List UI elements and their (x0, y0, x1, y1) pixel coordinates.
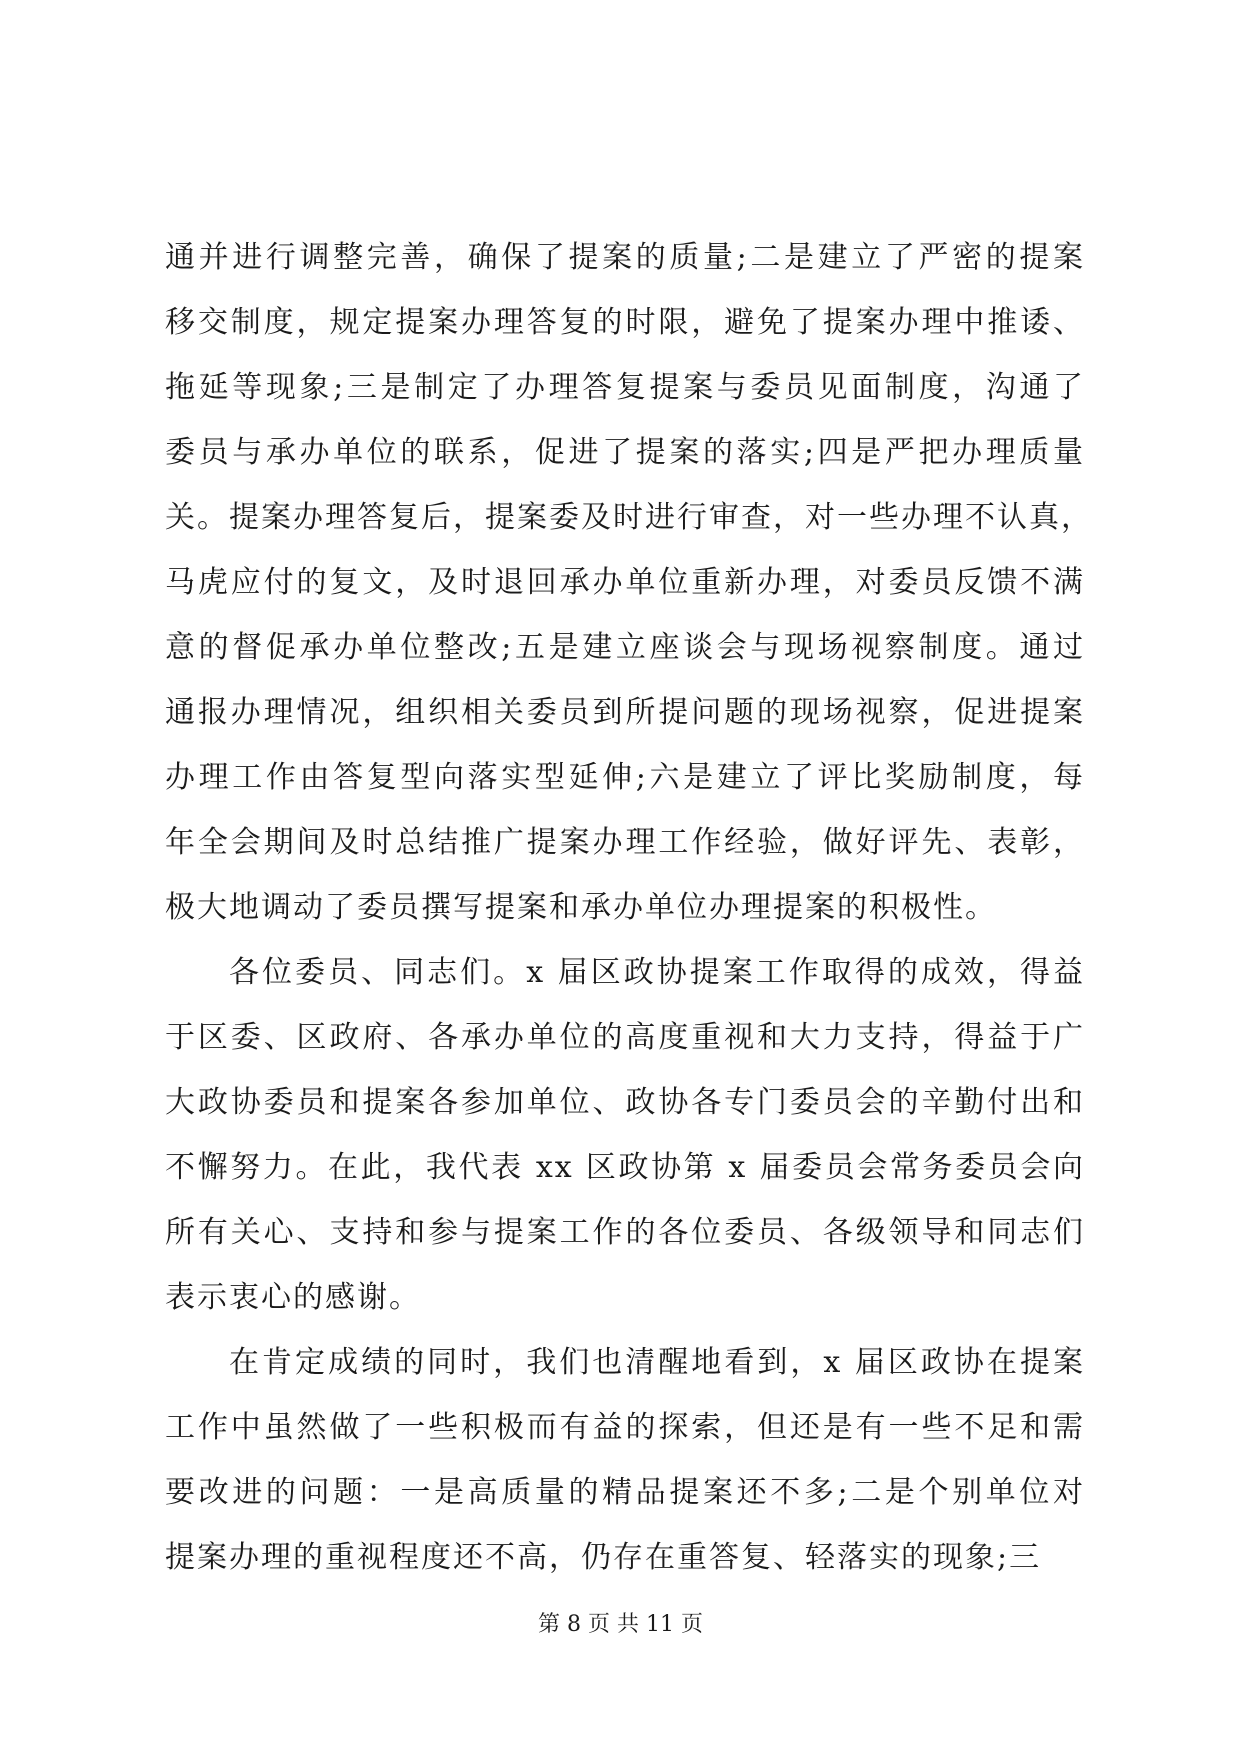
text-line: 提案办理的重视程度还不高，仍存在重答复、轻落实的现象;三 (165, 1540, 1042, 1575)
text-line: 通并进行调整完善，确保了提案的质量;二是建立了严密的提案 (165, 240, 1085, 275)
text-line: 于区委、区政府、各承办单位的高度重视和大力支持，得益于广 (165, 1020, 1085, 1055)
text-line: 工作中虽然做了一些积极而有益的探索，但还是有一些不足和需 (165, 1410, 1085, 1445)
text-line: 所有关心、支持和参与提案工作的各位委员、各级领导和同志们 (165, 1215, 1085, 1250)
text-line: 极大地调动了委员撰写提案和承办单位办理提案的积极性。 (165, 890, 997, 925)
text-line: 要改进的问题：一是高质量的精品提案还不多;二是个别单位对 (165, 1475, 1085, 1510)
text-line: 移交制度，规定提案办理答复的时限，避免了提案办理中推诿、 (165, 305, 1085, 340)
text-line: 拖延等现象;三是制定了办理答复提案与委员见面制度，沟通了 (165, 370, 1085, 405)
text-line: 关。提案办理答复后，提案委及时进行审查，对一些办理不认真， (165, 500, 1093, 535)
text-line: 大政协委员和提案各参加单位、政协各专门委员会的辛勤付出和 (165, 1085, 1085, 1120)
text-line: 办理工作由答复型向落实型延伸;六是建立了评比奖励制度，每 (165, 760, 1085, 795)
text-line: 通报办理情况，组织相关委员到所提问题的现场视察，促进提案 (165, 695, 1085, 730)
text-line: 年全会期间及时总结推广提案办理工作经验，做好评先、表彰， (165, 825, 1085, 860)
body-text (165, 225, 1093, 1590)
page-footer: 第 8 页 共 11 页 (538, 1612, 703, 1637)
paragraph (165, 225, 1093, 940)
paragraph (165, 1330, 1085, 1590)
text-line: 意的督促承办单位整改;五是建立座谈会与现场视察制度。通过 (165, 630, 1085, 665)
text-line: 表示衷心的感谢。 (165, 1280, 421, 1315)
text-line: 委员与承办单位的联系，促进了提案的落实;四是严把办理质量 (165, 435, 1085, 470)
paragraph (165, 940, 1085, 1330)
text-line: 不懈努力。在此，我代表 xx 区政协第 x 届委员会常务委员会向 (165, 1150, 1085, 1185)
text-line: 在肯定成绩的同时，我们也清醒地看到，x 届区政协在提案 (229, 1345, 1085, 1380)
text-line: 各位委员、同志们。x 届区政协提案工作取得的成效，得益 (229, 955, 1085, 990)
text-line: 马虎应付的复文，及时退回承办单位重新办理，对委员反馈不满 (165, 565, 1085, 600)
